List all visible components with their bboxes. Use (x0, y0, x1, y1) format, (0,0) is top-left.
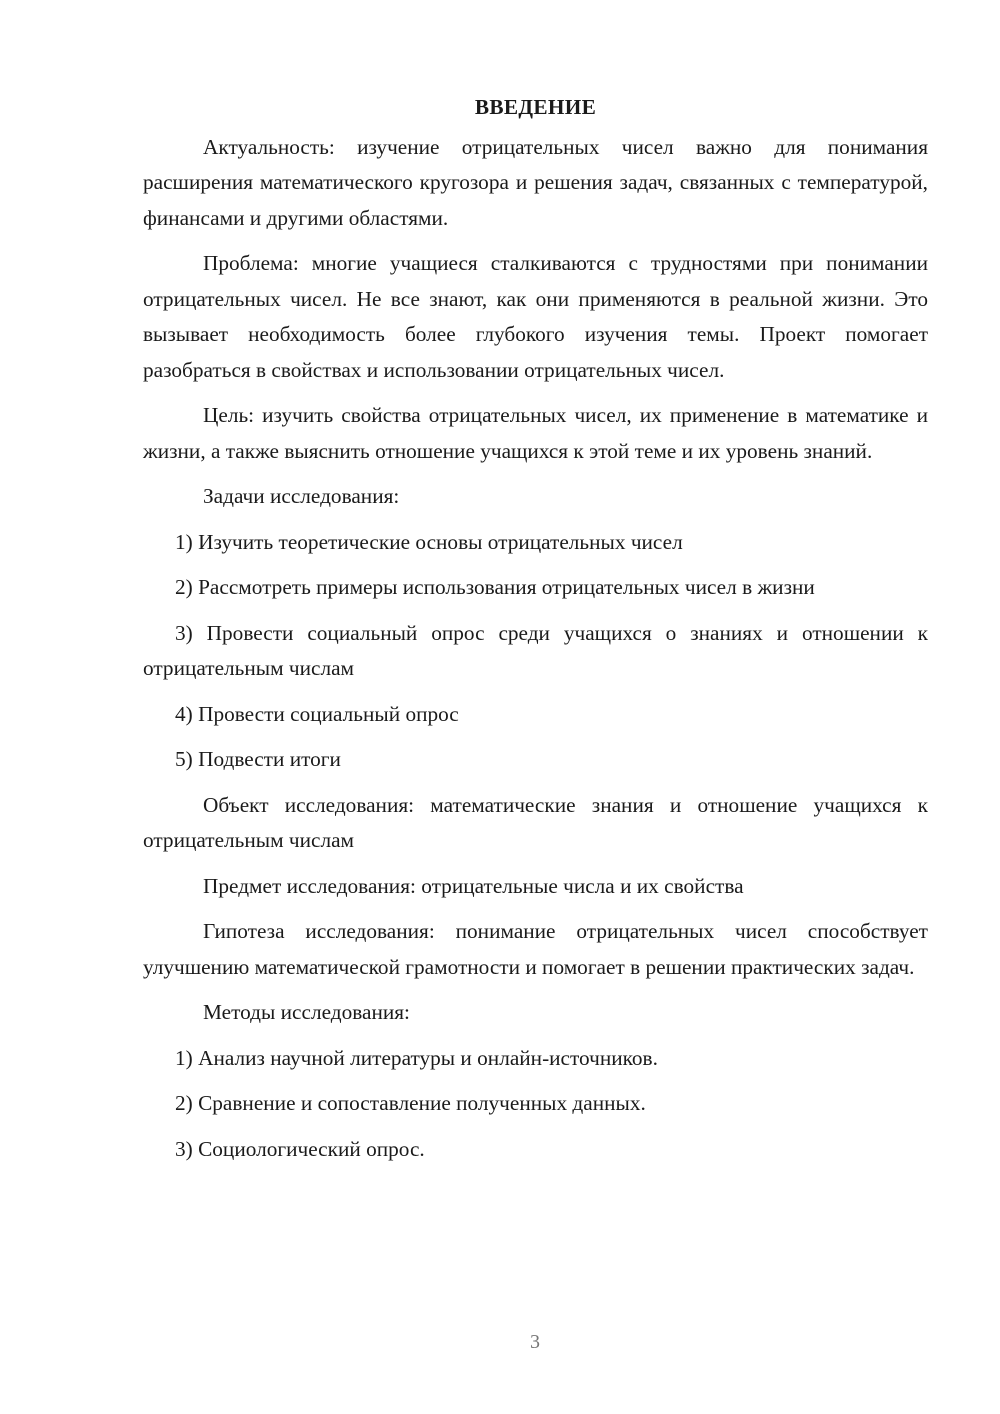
task-item: 5) Подвести итоги (175, 747, 341, 771)
hypothesis-paragraph: Гипотеза исследования: понимание отрицательных чисел способствует улучшению математической грамотности и помогает в решении практических задач. (143, 919, 928, 979)
subject-paragraph: Предмет исследования: отрицательные числа и их свойства (203, 873, 744, 898)
task-item: 4) Провести социальный опрос (175, 701, 459, 726)
task-item: 2) Рассмотреть примеры использования отрицательных чисел в жизни (175, 575, 815, 599)
relevance-paragraph: Актуальность: изучение отрицательных чисел важно для понимания расширения математического кругозора и решения задач, связанных с температурой, финансами и другими областями. (143, 134, 928, 230)
method-item: 1) Анализ научной литературы и онлайн-источников. (175, 1045, 658, 1070)
method-item: 3) Социологический опрос. (175, 1136, 425, 1161)
method-item: 2) Сравнение и сопоставление полученных данных. (175, 1091, 646, 1115)
tasks-title: Задачи исследования: (203, 484, 400, 508)
document-body (143, 90, 928, 1177)
task-item: 3) Провести социальный опрос среди учащихся о знаниях и отношении к отрицательным числам (143, 620, 928, 680)
problem-paragraph: Проблема: многие учащиеся сталкиваются с трудностями при понимании отрицательных чисел. Не все знают, как они применяются в реальной жизни. Это вызывает необходимость более глубокого изучения темы. Проект помогает разобраться в свойствах и использовании отрицательных чисел. (143, 251, 928, 382)
page-number: 3 (530, 1331, 540, 1353)
object-paragraph: Объект исследования: математические знания и отношение учащихся к отрицательным числам (143, 792, 928, 852)
methods-title: Методы исследования: (203, 1000, 410, 1024)
task-item: 1) Изучить теоретические основы отрицательных чисел (175, 529, 683, 554)
goal-paragraph: Цель: изучить свойства отрицательных чисел, их применение в математике и жизни, а также выяснить отношение учащихся к этой теме и их уровень знаний. (143, 403, 928, 463)
section-heading: ВВЕДЕНИЕ (474, 95, 597, 119)
